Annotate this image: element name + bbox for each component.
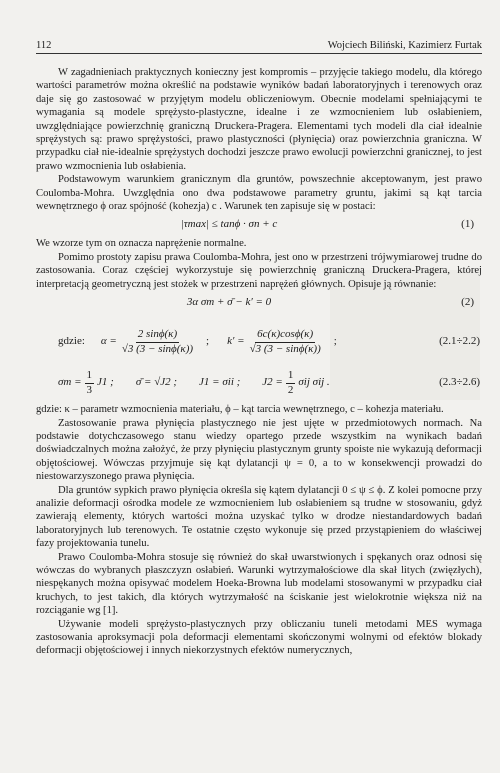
j1-def: J1 = σii ; — [199, 376, 241, 389]
equation-1-body: |τmax| ≤ tanϕ · σn + c — [180, 218, 278, 231]
paragraph-8: Prawo Coulomba-Mohra stosuje się również do skał uwarstwionych i spękanych oraz odnosi się wówczas do wybranych płaszczyzn osłabień. Warunki wytrzymałościowe dla skał litych (zwięzłych), niespękanych można opisywać modelem Hoeka-Browna lub modelami stosowanymi w przypadku ciał kruchych, to jest takich, dla których wytrzymałość na ściskanie jest wielokrotnie większa niż na rozciąganie wg [1]. — [36, 551, 482, 617]
equation-2-body: 3α σm + σ̄ − k′ = 0 — [186, 296, 272, 309]
sigma-bar: σ̄ = √J2 ; — [135, 376, 178, 389]
k-denominator: √3 (3 − sinϕ(κ)) — [249, 342, 321, 355]
alpha-lhs: α = — [100, 335, 117, 348]
equation-2-1-number: (2.1÷2.2) — [439, 335, 480, 348]
equation-lead: gdzie: — [58, 335, 85, 348]
alpha-denominator: √3 (3 − sinϕ(κ)) — [121, 342, 194, 355]
k-lhs: k′ = — [227, 335, 245, 348]
k-fraction — [248, 328, 323, 356]
equation-2-1 — [36, 321, 482, 363]
equation-2 — [36, 291, 482, 321]
equation-1-number: (1) — [461, 218, 474, 231]
equation-2-3-number: (2.3÷2.6) — [439, 376, 480, 389]
authors: Wojciech Biliński, Kazimierz Furtak — [327, 40, 482, 51]
separator-2: ; — [333, 335, 337, 348]
j2-frac-den: 2 — [287, 383, 294, 396]
alpha-fraction — [120, 328, 195, 356]
sigma-m-lhs: σm = — [58, 376, 82, 389]
sigma-m-fraction — [85, 369, 95, 397]
running-header — [36, 40, 482, 54]
sigma-m-frac-num: 1 — [85, 369, 95, 383]
separator: ; — [206, 335, 210, 348]
j2-fraction — [286, 369, 296, 397]
j2-tail: σij σij . — [298, 376, 330, 389]
paragraph-9: Używanie modeli sprężysto-plastycznych przy obliczaniu tuneli metodami MES wymaga zastosowania aproksymacji pola deformacji elementami skończonymi wolnymi od efektów blokady deformacji objętościowej i innych niekorzystnych efektów numerycznych, — [36, 618, 482, 657]
paragraph-5: gdzie: κ – parametr wzmocnienia materiału, ϕ – kąt tarcia wewnętrznego, c – kohezja materiału. — [36, 404, 444, 416]
alpha-numerator: 2 sinϕ(κ) — [136, 328, 179, 342]
equation-2-3 — [36, 363, 482, 403]
paragraph-1: W zagadnieniach praktycznych konieczny jest kompromis – przyjęcie takiego modelu, dla którego wartości parametrów można określić na podstawie wyników badań laboratoryjnych i terenowych oraz daje się go zastosować w przyjętym modelu obliczeniowym. Obecnie modelami spełniającymi te wymagania są modele sprężysto-plastyczne, idealne i ze wzmocnieniem lub osłabieniem, uwzględniające powierzchnię graniczną Druckera-Pragera. Elementami tych modeli dla ciał idealnie sprężystych są: prawo sprężystości, prawo plastyczności (płynięcia) oraz powierzchnia graniczna. W przypadku ciał nie-idealnie sprężystych dochodzi jeszcze prawo ewolucji powierzchni granicznej, to jest prawo wzmocnienia lub osłabienia. — [36, 67, 482, 172]
paragraph-2: Podstawowym warunkiem granicznym dla gruntów, powszechnie akceptowanym, jest prawo Coulomba-Mohra. Uwzględnia ono dwa podstawowe parametry gruntu, jakimi są kąt tarcia wewnętrznego ϕ oraz spójność (kohezja) c . Warunek ten zapisuje się w postaci: — [36, 174, 482, 213]
j2-frac-num: 1 — [286, 369, 296, 383]
k-numerator: 6c(κ)cosϕ(κ) — [255, 328, 315, 342]
paragraph-6: Zastosowanie prawa płynięcia plastycznego nie jest ujęte w przedmiotowych normach. Na podstawie dotychczasowego stanu wiedzy opartego przede wszystkim na wynikach badań doświadczalnych można założyć, że przy płynięciu plastycznym grunty spoiste nie wykazują deformacji objętościowej. Wówczas przyjmuje się kąt dylatancji ψ = 0, a to w konsekwencji prowadzi do niestowarzyszonego prawa płynięcia. — [36, 417, 482, 483]
sigma-m-frac-den: 3 — [86, 383, 93, 396]
j2-lhs: J2 = — [262, 376, 283, 389]
page-number: 112 — [36, 40, 52, 51]
paragraph-3: We wzorze tym σn oznacza naprężenie normalne. — [36, 238, 247, 250]
body-text — [36, 66, 482, 658]
sigma-m-tail: J1 ; — [97, 376, 114, 389]
paragraph-7: Dla gruntów sypkich prawo płynięcia określa się kątem dylatancji 0 ≤ ψ ≤ ϕ. Z kolei pomocne przy analizie deformacji ośrodka modele ze wzmocnieniem lub osłabieniem są trudne w stosowaniu, gdyż zawierają elementy, których wartości można uzyskać tylko w drodze niestandardowych badań laboratoryjnych lub terenowych. Te ostatnie często wykonuje się przed przystąpieniem do właściwej fazy projektowania tunelu. — [36, 484, 482, 550]
paragraph-4: Pomimo prostoty zapisu prawa Coulomba-Mohra, jest ono w przestrzeni trójwymiarowej trudne do zastosowania. Coraz częściej wykorzystuje się powierzchnię graniczną Druckera-Pragera, której interpretacją geometryczną jest stożek w przestrzeni naprężeń głównych. Opisuje ją równanie: — [36, 251, 482, 290]
equation-2-number: (2) — [461, 296, 474, 309]
equation-1 — [36, 213, 482, 237]
